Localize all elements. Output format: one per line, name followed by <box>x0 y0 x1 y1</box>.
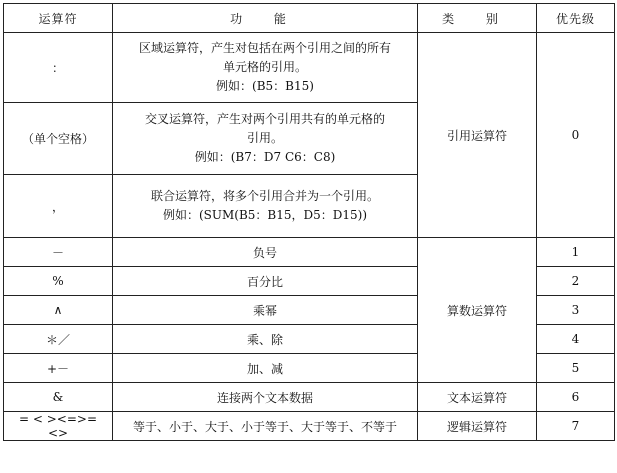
function-line: 例如：(B5：B15) <box>216 79 314 93</box>
operator-cell: ∧ <box>4 296 113 325</box>
function-line: 例如：(B7：D7 C6：C8) <box>194 150 336 164</box>
function-line: 引用。 <box>246 131 283 145</box>
function-line: 区域运算符，产生对包括在两个引用之间的所有 <box>138 41 391 55</box>
function-line: 单元格的引用。 <box>222 60 307 74</box>
header-category: 类 别 <box>418 4 537 33</box>
function-line: 联合运算符，将多个引用合并为一个引用。 <box>150 189 379 203</box>
function-cell <box>113 33 418 103</box>
operator-cell: ＊／ <box>4 325 113 354</box>
function-cell: 乘幂 <box>113 296 418 325</box>
priority-cell: 7 <box>537 412 615 441</box>
function-line: 例如：(SUM(B5：B15，D5：D15)) <box>162 208 368 222</box>
priority-cell: 6 <box>537 383 615 412</box>
function-cell: 加、减 <box>113 354 418 383</box>
function-cell <box>113 103 418 175</box>
operator-cell: － <box>4 238 113 267</box>
operator-cell: = < ><=>=<> <box>4 412 113 441</box>
priority-cell: 5 <box>537 354 615 383</box>
header-row <box>4 4 615 33</box>
header-priority: 优先级 <box>537 4 615 33</box>
header-operator: 运算符 <box>4 4 113 33</box>
table-row <box>4 383 615 412</box>
function-cell: 乘、除 <box>113 325 418 354</box>
function-cell: 负号 <box>113 238 418 267</box>
function-cell: 百分比 <box>113 267 418 296</box>
table-row <box>4 238 615 267</box>
operator-cell: ： <box>4 33 113 103</box>
table-row <box>4 33 615 103</box>
operator-cell: （单个空格） <box>4 103 113 175</box>
operator-cell: +－ <box>4 354 113 383</box>
priority-cell: 1 <box>537 238 615 267</box>
priority-cell: 2 <box>537 267 615 296</box>
category-cell: 逻辑运算符 <box>418 412 537 441</box>
priority-cell: 4 <box>537 325 615 354</box>
operator-cell: % <box>4 267 113 296</box>
header-function: 功 能 <box>113 4 418 33</box>
table-row <box>4 412 615 441</box>
function-cell: 连接两个文本数据 <box>113 383 418 412</box>
category-cell: 文本运算符 <box>418 383 537 412</box>
priority-cell: 0 <box>537 33 615 238</box>
function-line: 交叉运算符，产生对两个引用共有的单元格的 <box>144 112 385 126</box>
category-cell: 引用运算符 <box>418 33 537 238</box>
function-cell <box>113 175 418 238</box>
operator-cell: & <box>4 383 113 412</box>
priority-cell: 3 <box>537 296 615 325</box>
operator-table <box>3 3 615 441</box>
operator-cell: ， <box>4 175 113 238</box>
function-cell: 等于、小于、大于、小于等于、大于等于、不等于 <box>113 412 418 441</box>
category-cell: 算数运算符 <box>418 238 537 383</box>
